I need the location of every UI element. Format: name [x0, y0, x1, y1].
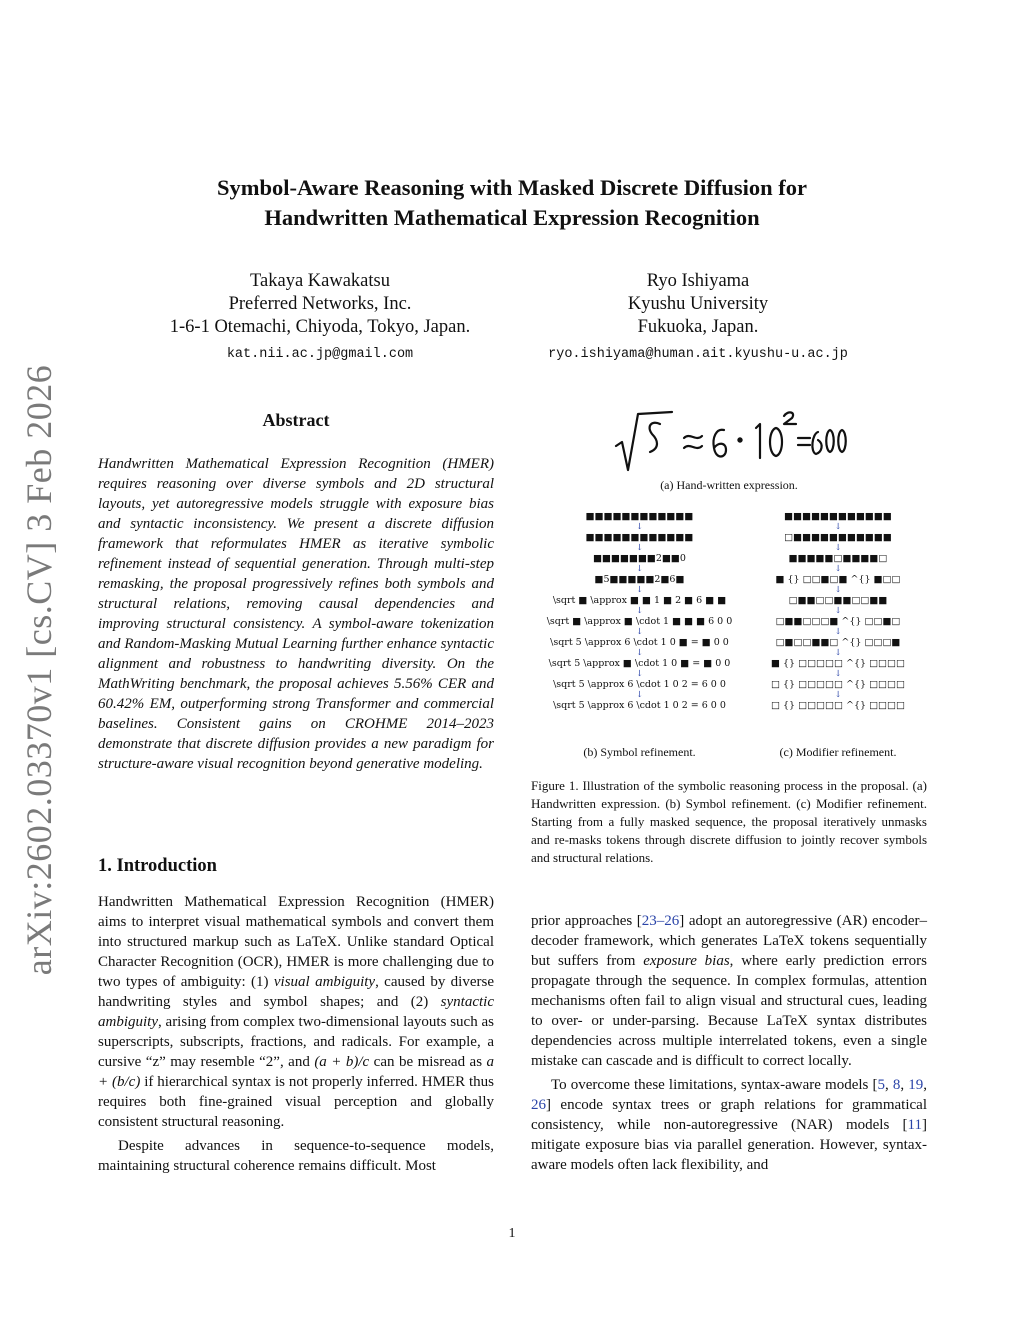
- modifier-row: ■■■■■□■■■■□: [788, 553, 888, 564]
- symbol-row: ■■■■■■■■■■■■: [585, 532, 694, 543]
- title-line-1: Symbol-Aware Reasoning with Masked Discrete Diffusion for: [217, 175, 807, 200]
- modifier-row: □■■■■■■■■■■■: [784, 532, 892, 543]
- step-arrow: ↓: [635, 669, 644, 679]
- title-line-2: Handwritten Mathematical Expression Recognition: [264, 205, 760, 230]
- handwritten-expression-image: [612, 408, 848, 476]
- step-arrow: ↓: [635, 522, 644, 532]
- figure-caption-c: (c) Modifier refinement.: [779, 745, 897, 759]
- step-arrow: ↓: [635, 564, 644, 574]
- author-email[interactable]: ryo.ishiyama@human.ait.kyushu-u.ac.jp: [548, 347, 848, 362]
- step-arrow: ↓: [635, 627, 644, 637]
- step-arrow: ↓: [834, 606, 842, 616]
- modifier-row: □ {} □□□□□ ^{} □□□□: [771, 700, 905, 711]
- author-address: 1-6-1 Otemachi, Chiyoda, Tokyo, Japan.: [169, 317, 471, 337]
- modifier-row: □■■□□□■ ^{} □□■□: [775, 616, 901, 627]
- symbol-row: ■■■■■■■2■■0: [593, 553, 686, 564]
- latex-logo: LaTeX: [766, 1013, 808, 1029]
- author-address: Fukuoka, Japan.: [637, 317, 759, 337]
- intro-paragraph-4: To overcome these limitations, syntax-aware models [5, 8, 19, 26] encode syntax trees or graph relations for grammatical consistency, while non-autoregressive (NAR) models [11] mitigate exposure bias via parallel generation. However, syntax-aware models often lack flexibility, and: [531, 1077, 927, 1173]
- author-affiliation: Preferred Networks, Inc.: [228, 294, 412, 314]
- modifier-row: ■ {} □□■□■ ^{} ■□□: [775, 574, 901, 585]
- symbol-row: \sqrt ■ \approx ■ \cdot 1 ■ ■ ■ 6 0 0: [546, 616, 733, 627]
- modifier-row: □■□□■■□ ^{} □□□■: [775, 637, 901, 648]
- step-arrow: ↓: [834, 690, 842, 700]
- paper-title: [0, 173, 1024, 233]
- arxiv-id: arXiv:2602.03370v1 [cs.CV] 3 Feb 2026: [19, 364, 59, 976]
- citation-link[interactable]: 8: [892, 1077, 901, 1093]
- symbol-refinement-panel: [531, 511, 748, 711]
- intro-paragraph-2: Despite advances in sequence-to-sequence models, maintaining structural coherence remains difficult. Most: [98, 1138, 494, 1174]
- figure-caption-a: (a) Hand-written expression.: [660, 478, 798, 492]
- symbol-row: \sqrt 5 \approx 6 \cdot 1 0 2 = 6 0 0: [553, 700, 726, 711]
- step-arrow: ↓: [834, 522, 842, 532]
- author-email[interactable]: kat.nii.ac.jp@gmail.com: [226, 347, 414, 362]
- citation-link[interactable]: 19: [908, 1077, 924, 1093]
- math-expression: a + (b/c): [98, 1054, 495, 1090]
- citation-link[interactable]: 26: [531, 1097, 546, 1113]
- figure-caption-b: (b) Symbol refinement.: [583, 745, 696, 759]
- author-block-1: [150, 270, 490, 366]
- symbol-row: \sqrt 5 \approx ■ \cdot 1 0 ■ = ■ 0 0: [548, 658, 731, 669]
- intro-column-left: [98, 892, 494, 1176]
- abstract-text: Handwritten Mathematical Expression Recognition (HMER) requires reasoning over diverse symbols and 2D structural layouts, yet autoregressive models struggle with exposure bias and syntactic inconsistency. We present a discrete diffusion framework that reformulates HMER as iterative symbolic refinement instead of sequential generation. Through multi-step remasking, the proposal progressively refines both symbols and structural relations, removing causal dependencies and improving structural consistency. A symbol-aware tokenization and Random-Masking Mutual Learning further enhance syntactic alignment and robustness to handwriting diversity. On the MathWriting benchmark, the proposal achieves 5.56% CER and 60.42% EM, outperforming strong Transformer and commercial baselines. Consistent gains on CROHME 2014–2023 demonstrate that discrete diffusion provides a new paradigm for structure-aware visual recognition beyond generative modeling.: [98, 456, 494, 772]
- citation-link[interactable]: 5: [877, 1077, 885, 1093]
- modifier-row: ■ {} □□□□□ ^{} □□□□: [771, 658, 905, 669]
- arxiv-sidebar-stamp: [17, 364, 61, 976]
- author-affiliation: Kyushu University: [627, 294, 769, 314]
- author-block-2: [520, 270, 876, 366]
- step-arrow: ↓: [635, 606, 644, 616]
- symbol-row: ■■■■■■■■■■■■: [585, 511, 694, 522]
- modifier-row: □■■□□■■□□■■: [788, 595, 888, 606]
- step-arrow: ↓: [834, 585, 842, 595]
- author-name: Ryo Ishiyama: [646, 271, 750, 291]
- step-arrow: ↓: [834, 669, 842, 679]
- modifier-row: ■■■■■■■■■■■■: [784, 511, 892, 522]
- modifier-refinement-panel: [748, 511, 928, 711]
- step-arrow: ↓: [834, 648, 842, 658]
- modifier-row: □ {} □□□□□ ^{} □□□□: [771, 679, 905, 690]
- citation-link[interactable]: 11: [907, 1117, 922, 1133]
- page-number: 1: [508, 1226, 516, 1241]
- author-name: Takaya Kawakatsu: [250, 271, 390, 291]
- step-arrow: ↓: [635, 585, 644, 595]
- step-arrow: ↓: [635, 648, 644, 658]
- latex-logo: LaTeX: [295, 934, 338, 950]
- intro-column-right: [531, 911, 927, 1175]
- step-arrow: ↓: [635, 543, 644, 553]
- abstract-heading: Abstract: [262, 410, 330, 430]
- math-expression: (a + b)/c: [314, 1054, 370, 1070]
- symbol-row: ■5■■■■■2■6■: [594, 574, 685, 585]
- step-arrow: ↓: [834, 543, 842, 553]
- symbol-row: \sqrt 5 \approx 6 \cdot 1 0 2 = 6 0 0: [553, 679, 726, 690]
- step-arrow: ↓: [635, 690, 644, 700]
- intro-paragraph-3: prior approaches [23–26] adopt an autoregressive (AR) encoder–decoder framework, which generates LaTeX tokens sequentially but suffers from exposure bias, where early prediction errors propagate through the sequence. In complex formulas, attention mechanisms often fail to align visual and structural cues, leading to over- or under-parsing. Because LaTeX syntax distributes dependencies across multiple interrelated tokens, even a single mistake can cascade and is difficult to correct locally.: [531, 913, 928, 1069]
- step-arrow: ↓: [834, 627, 842, 637]
- figure-1-caption: Figure 1. Illustration of the symbolic reasoning process in the proposal. (a) Handwritten expression. (b) Symbol refinement. (c) Modifier refinement. Starting from a fully masked sequence, the proposal iteratively unmasks and re-masks tokens through discrete diffusion to jointly recover symbols and structural relations.: [531, 778, 927, 865]
- latex-logo: LaTeX: [763, 933, 805, 949]
- step-arrow: ↓: [834, 564, 842, 574]
- section-heading-introduction: 1. Introduction: [98, 856, 217, 876]
- symbol-row: \sqrt 5 \approx 6 \cdot 1 0 ■ = ■ 0 0: [550, 637, 729, 648]
- intro-paragraph-1: Handwritten Mathematical Expression Recognition (HMER) aims to interpret visual mathematical symbols and convert them into structured markup such as LaTeX. Unlike standard Optical Character Recognition (OCR), HMER is more challenging due to two types of ambiguity: (1) visual ambiguity, caused by diverse handwriting styles and symbol shapes; and (2) syntactic ambiguity, arising from complex two-dimensional layouts such as superscripts, subscripts, fractions, and radicals. For example, a cursive “z” may resemble “2”, and (a + b)/c can be misread as a + (b/c) if hierarchical syntax is not properly inferred. HMER thus requires both fine-grained visual perception and globally consistent structural reasoning.: [98, 894, 495, 1130]
- citation-link[interactable]: 23–26: [641, 913, 680, 929]
- symbol-row: \sqrt ■ \approx ■ ■ 1 ■ 2 ■ 6 ■ ■: [552, 595, 727, 606]
